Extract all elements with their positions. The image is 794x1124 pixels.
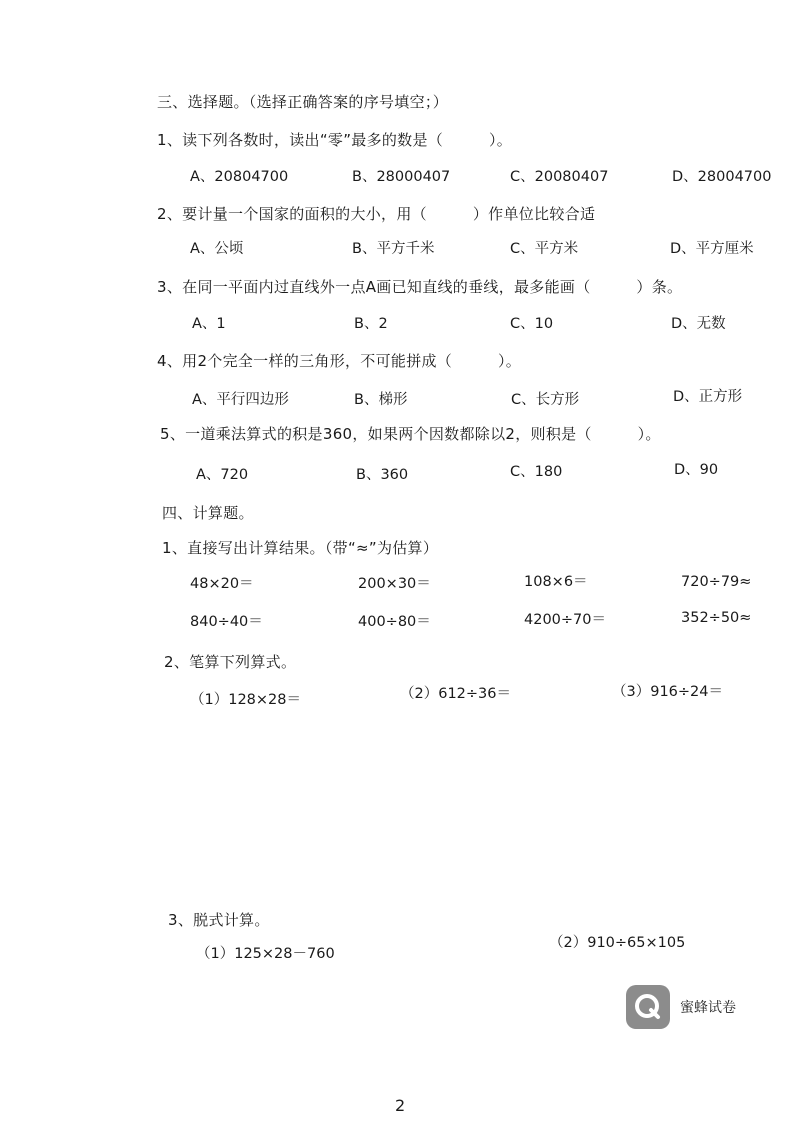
question-2-option-d: D、平方厘米 (670, 241, 754, 257)
watermark (626, 985, 736, 1029)
calc-1-item-6: 400÷80＝ (358, 614, 431, 630)
question-5-option-b: B、360 (356, 467, 409, 483)
question-3-option-c: C、10 (510, 316, 554, 332)
question-5-option-a: A、720 (196, 467, 249, 483)
calc-2-item-2: （2）612÷36＝ (400, 686, 512, 702)
question-4-option-a: A、平行四边形 (192, 392, 289, 408)
calc-2-item-3: （3）916÷24＝ (612, 684, 724, 700)
calc-part-1-title: 1、直接写出计算结果。（带“≈”为估算） (162, 539, 439, 557)
calc-3-item-2: （2）910÷65×105 (549, 935, 686, 951)
bee-logo-icon (626, 985, 670, 1029)
question-4-option-b: B、梯形 (354, 392, 408, 408)
calc-part-3-title: 3、脱式计算。 (168, 911, 270, 929)
question-2-option-a: A、公顷 (190, 241, 244, 257)
question-3-stem: 3、在同一平面内过直线外一点A画已知直线的垂线，最多能画（ ）条。 (157, 278, 683, 296)
calc-1-item-5: 840÷40＝ (190, 614, 263, 630)
question-1-stem: 1、读下列各数时，读出“零”最多的数是（ ）。 (157, 131, 513, 149)
calc-1-item-8: 352÷50≈ (681, 610, 752, 626)
question-1-option-c: C、20080407 (510, 169, 609, 185)
question-2-option-b: B、平方千米 (352, 241, 435, 257)
question-1-option-b: B、28000407 (352, 169, 451, 185)
question-4-stem: 4、用2个完全一样的三角形，不可能拼成（ ）。 (157, 352, 522, 370)
question-1-option-d: D、28004700 (672, 169, 772, 185)
question-3-option-a: A、1 (192, 316, 226, 332)
question-3-option-d: D、无数 (671, 316, 726, 332)
question-5-option-d: D、90 (674, 462, 719, 478)
calc-1-item-1: 48×20＝ (190, 576, 254, 592)
question-4-option-c: C、长方形 (511, 392, 580, 408)
calc-1-item-4: 720÷79≈ (681, 574, 752, 590)
question-2-option-c: C、平方米 (510, 241, 579, 257)
calc-1-item-7: 4200÷70＝ (524, 612, 607, 628)
question-2-stem: 2、要计量一个国家的面积的大小，用（ ）作单位比较合适 (157, 205, 596, 223)
page-number: 2 (395, 1096, 406, 1115)
calc-1-item-3: 108×6＝ (524, 574, 588, 590)
section-4-title: 四、计算题。 (162, 504, 254, 522)
calc-2-item-1: （1）128×28＝ (190, 692, 302, 708)
question-5-option-c: C、180 (510, 464, 563, 480)
calc-part-2-title: 2、笔算下列算式。 (164, 653, 297, 671)
section-3-title: 三、选择题。（选择正确答案的序号填空；） (157, 93, 449, 111)
question-3-option-b: B、2 (354, 316, 388, 332)
question-1-option-a: A、20804700 (190, 169, 289, 185)
calc-1-item-2: 200×30＝ (358, 576, 431, 592)
question-4-option-d: D、正方形 (673, 389, 743, 405)
calc-3-item-1: （1）125×28－760 (196, 946, 335, 962)
question-5-stem: 5、一道乘法算式的积是360，如果两个因数都除以2，则积是（ ）。 (160, 425, 661, 443)
watermark-text: 蜜蜂试卷 (680, 1000, 736, 1016)
